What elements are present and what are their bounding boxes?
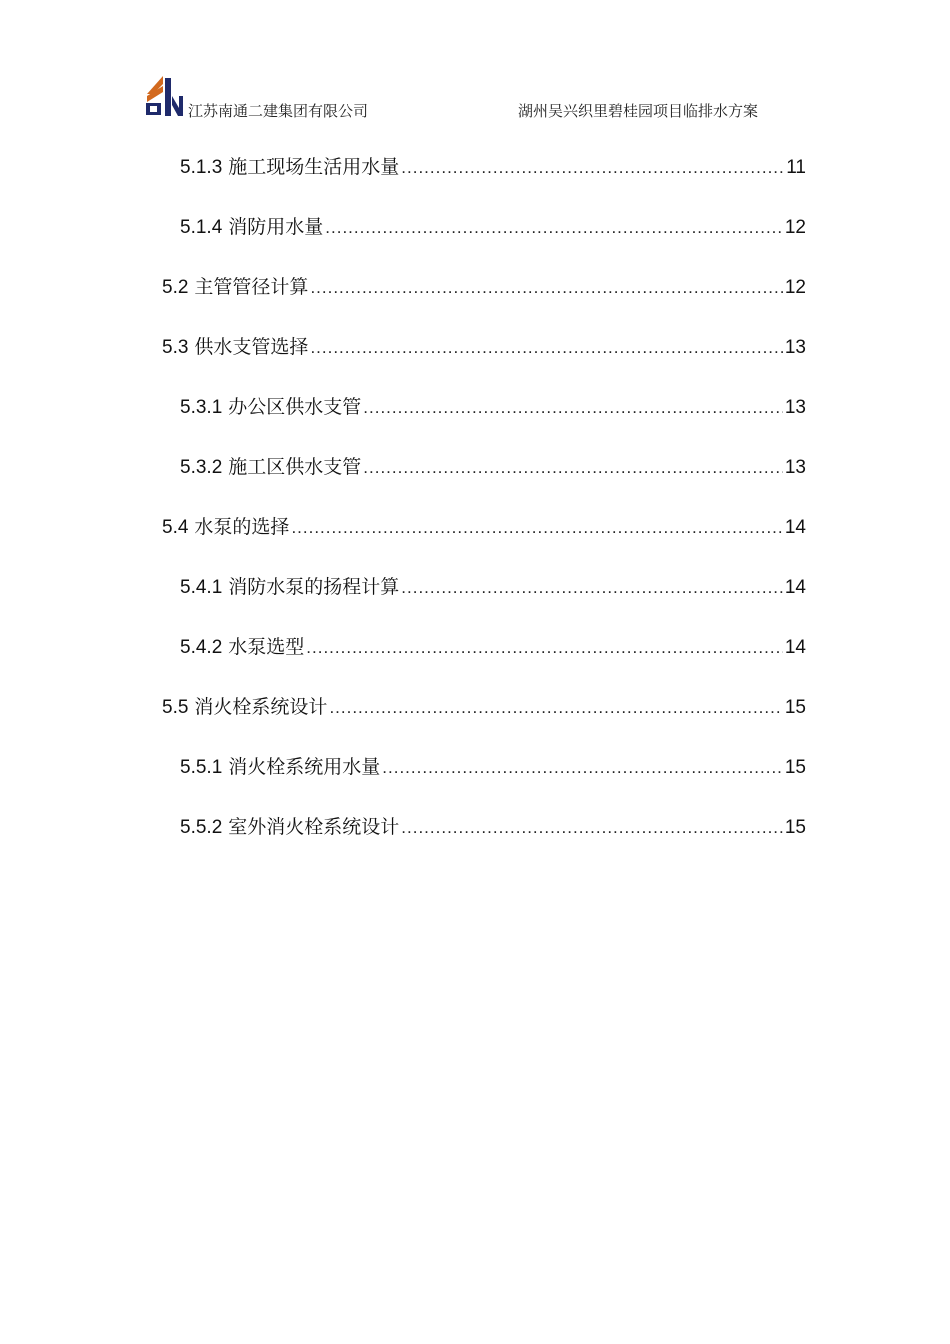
toc-section-title: 消防水泵的扬程计算 — [228, 577, 400, 598]
toc-section-number: 5.3.1 — [180, 397, 223, 418]
toc-section-number: 5.3 — [162, 337, 189, 358]
toc-section-title: 水泵选型 — [228, 637, 305, 658]
toc-section-title: 供水支管选择 — [194, 337, 309, 358]
toc-page-number: 15 — [784, 697, 806, 718]
toc-entry[interactable] — [180, 810, 806, 840]
toc-page-number: 13 — [784, 457, 806, 478]
toc-section-title: 水泵的选择 — [194, 517, 290, 538]
toc-entry[interactable] — [162, 330, 806, 360]
toc-entry[interactable] — [180, 570, 806, 600]
toc-section-title: 施工现场生活用水量 — [228, 157, 400, 178]
toc-leader-dots — [306, 636, 783, 660]
toc-entry-title — [180, 816, 399, 840]
toc-section-title: 室外消火栓系统设计 — [228, 817, 400, 838]
toc-entry-title — [180, 396, 361, 420]
toc-section-number: 5.3.2 — [180, 457, 223, 478]
toc-section-title: 消防用水量 — [228, 217, 324, 238]
toc-section-number: 5.4 — [162, 517, 189, 538]
toc-entry-title — [162, 696, 327, 720]
toc-section-number: 5.1.4 — [180, 217, 223, 238]
toc-entry-title — [180, 456, 361, 480]
toc-leader-dots — [401, 156, 784, 180]
toc-section-number: 5.1.3 — [180, 157, 223, 178]
toc-section-number: 5.5.1 — [180, 757, 223, 778]
toc-page-number: 14 — [784, 517, 806, 538]
toc-entry-title — [180, 756, 380, 780]
toc-entry[interactable] — [180, 150, 806, 180]
toc-entry-title — [162, 516, 289, 540]
toc-entry[interactable] — [180, 390, 806, 420]
toc-entry-title — [180, 156, 399, 180]
company-name: 江苏南通二建集团有限公司 — [188, 102, 369, 120]
toc-leader-dots — [291, 516, 782, 540]
toc-entry-title — [180, 576, 399, 600]
toc-leader-dots — [310, 336, 782, 360]
toc-page-number: 15 — [784, 817, 806, 838]
toc-page-number: 13 — [784, 397, 806, 418]
toc-section-number: 5.5.2 — [180, 817, 223, 838]
toc-leader-dots — [310, 276, 782, 300]
toc-page-number: 14 — [784, 577, 806, 598]
toc-leader-dots — [382, 756, 783, 780]
toc-page-number: 12 — [784, 217, 806, 238]
toc-section-title: 办公区供水支管 — [228, 397, 362, 418]
toc-entry[interactable] — [162, 690, 806, 720]
toc-section-title: 施工区供水支管 — [228, 457, 362, 478]
toc-leader-dots — [401, 576, 783, 600]
toc-entry-title — [162, 336, 308, 360]
project-title: 湖州吴兴织里碧桂园项目临排水方案 — [518, 102, 759, 120]
toc-entry-title — [162, 276, 308, 300]
toc-entry-title — [180, 216, 323, 240]
toc-entry[interactable] — [180, 210, 806, 240]
toc-section-title: 消火栓系统设计 — [194, 697, 328, 718]
toc-entry-title — [180, 636, 304, 660]
toc-leader-dots — [363, 396, 783, 420]
toc-entry[interactable] — [162, 270, 806, 300]
toc-page-number: 13 — [784, 337, 806, 358]
toc-section-title: 主管管径计算 — [194, 277, 309, 298]
toc-section-number: 5.4.2 — [180, 637, 223, 658]
toc-section-number: 5.5 — [162, 697, 189, 718]
page-header — [143, 72, 823, 118]
toc-entry[interactable] — [162, 510, 806, 540]
toc-leader-dots — [401, 816, 783, 840]
toc-entry[interactable] — [180, 750, 806, 780]
toc-page-number: 12 — [784, 277, 806, 298]
company-logo — [143, 72, 185, 116]
toc-section-title: 消火栓系统用水量 — [228, 757, 381, 778]
toc-section-number: 5.4.1 — [180, 577, 223, 598]
toc-page-number: 14 — [784, 637, 806, 658]
toc-page-number: 11 — [786, 157, 806, 178]
toc-section-number: 5.2 — [162, 277, 189, 298]
toc-entry[interactable] — [180, 450, 806, 480]
toc-entry[interactable] — [180, 630, 806, 660]
toc-page-number: 15 — [784, 757, 806, 778]
toc-leader-dots — [363, 456, 783, 480]
toc-leader-dots — [329, 696, 782, 720]
toc-leader-dots — [325, 216, 783, 240]
